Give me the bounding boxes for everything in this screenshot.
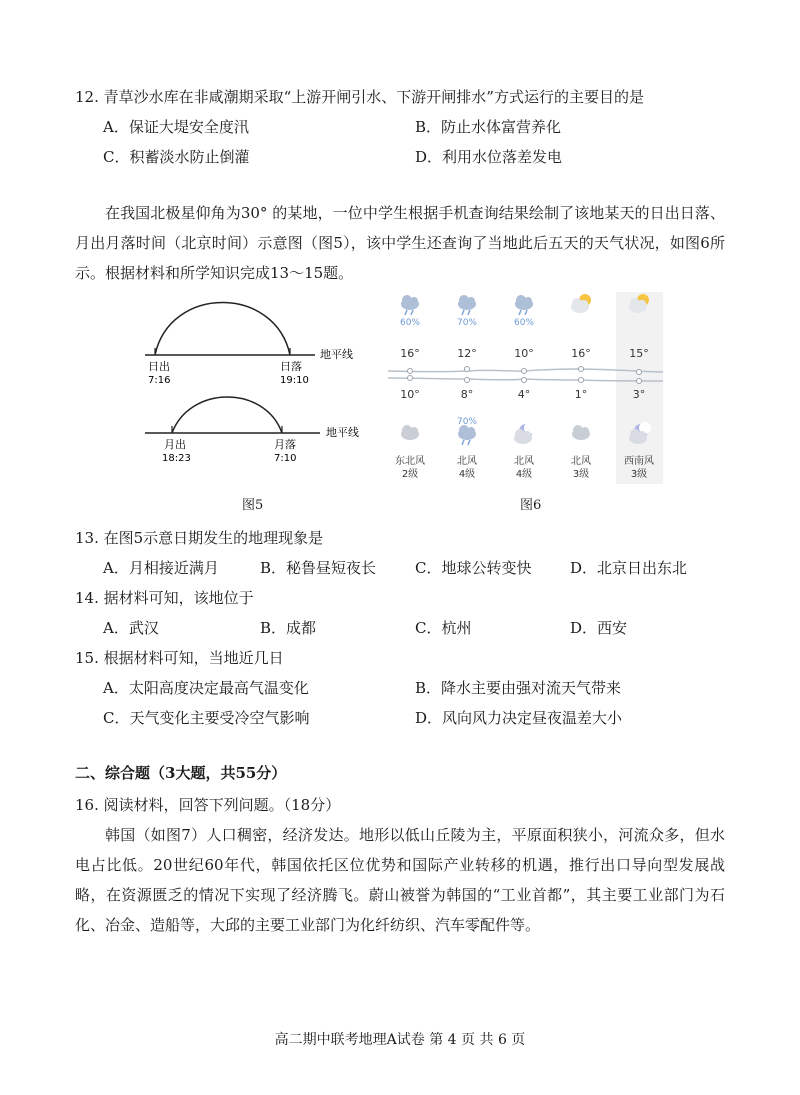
figure-5 bbox=[130, 290, 380, 470]
q12-option-c: C．积蓄淡水防止倒灌 bbox=[103, 148, 250, 166]
q13-option-d: D．北京日出东北 bbox=[570, 559, 688, 577]
high-temp: 15° bbox=[629, 347, 649, 360]
high-temp: 16° bbox=[571, 347, 591, 360]
moonset-label: 月落 bbox=[274, 438, 296, 451]
wind-level: 3级 bbox=[630, 469, 648, 480]
q14-option-c: C．杭州 bbox=[415, 619, 472, 637]
figure-6 bbox=[388, 292, 663, 484]
low-temp: 8° bbox=[460, 388, 474, 401]
low-temp: 10° bbox=[400, 388, 420, 401]
low-temp-point bbox=[465, 378, 470, 383]
low-temp-point bbox=[408, 376, 413, 381]
wind-level: 4级 bbox=[458, 469, 476, 480]
q14-option-b: B．成都 bbox=[260, 619, 317, 637]
q12-stem: 12. 青草沙水库在非咸潮期采取“上游开闸引水、下游开闸排水”方式运行的主要目的是 bbox=[75, 88, 644, 106]
sun-arc bbox=[155, 303, 290, 356]
sun-horizon-label: 地平线 bbox=[320, 348, 353, 361]
q13-option-c: C．地球公转变快 bbox=[415, 559, 532, 577]
wind-direction: 东北风 bbox=[395, 456, 425, 467]
q13-option-a: A．月相接近满月 bbox=[103, 559, 219, 577]
wind-direction: 西南风 bbox=[624, 456, 654, 467]
high-temp: 12° bbox=[457, 347, 477, 360]
day-weather-icon bbox=[458, 295, 476, 315]
low-temp: 4° bbox=[517, 388, 531, 401]
high-temp: 10° bbox=[514, 347, 534, 360]
high-temp-point bbox=[579, 367, 584, 372]
q13-stem: 13. 在图5示意日期发生的地理现象是 bbox=[75, 529, 324, 547]
night-weather-icon bbox=[572, 425, 590, 440]
figure-6-caption: 图6 bbox=[520, 498, 542, 513]
q13-option-b: B．秘鲁昼短夜长 bbox=[260, 559, 377, 577]
high-temp-point bbox=[465, 367, 470, 372]
q15-option-b: B．降水主要由强对流天气带来 bbox=[415, 679, 622, 697]
precip-probability: 70% bbox=[456, 318, 478, 328]
sunrise-label: 日出 bbox=[148, 360, 170, 373]
wind-direction: 北风 bbox=[571, 456, 591, 467]
q14-option-d: D．西安 bbox=[570, 619, 628, 637]
day-weather-icon bbox=[515, 295, 533, 315]
day-weather-icon bbox=[401, 295, 419, 315]
wind-direction: 北风 bbox=[514, 456, 534, 467]
low-temp-point bbox=[579, 378, 584, 383]
wind-level: 4级 bbox=[515, 469, 533, 480]
high-temp-point bbox=[637, 370, 642, 375]
q15-option-d: D．风向风力决定昼夜温差大小 bbox=[415, 709, 623, 727]
q12-option-a: A．保证大堤安全度汛 bbox=[103, 118, 249, 136]
q16-stem: 16. 阅读材料，回答下列问题。（18分） bbox=[75, 796, 341, 814]
q16-material: 韩国（如图7）人口稠密，经济发达。地形以低山丘陵为主，平原面积狭小，河流众多，但水电占比低。20世纪60年代，韩国依托区位优势和国际产业转移的机遇，推行出口导向型发展战略，在资源匮乏的情况下实现了经济腾飞。蔚山被誉为韩国的“工业首都”，其主要工业部门为石化、冶金、造船等，大邱的主要工业部门为化纤纺织、汽车零配件等。 bbox=[75, 826, 725, 934]
moonset-time: 7:10 bbox=[274, 453, 297, 464]
q14-option-a: A．武汉 bbox=[103, 619, 159, 637]
low-temp-point bbox=[637, 379, 642, 384]
q15-stem: 15. 根据材料可知，当地近几日 bbox=[75, 649, 284, 667]
low-temp: 3° bbox=[632, 388, 646, 401]
sunset-time: 19:10 bbox=[280, 375, 309, 386]
q12-option-b: B．防止水体富营养化 bbox=[415, 118, 562, 136]
page-footer: 高二期中联考地理A试卷 第 4 页 共 6 页 bbox=[274, 1032, 526, 1048]
low-temp-point bbox=[522, 378, 527, 383]
moon-arc bbox=[172, 397, 282, 433]
q14-stem: 14. 据材料可知，该地位于 bbox=[75, 589, 254, 607]
wind-level: 3级 bbox=[572, 469, 590, 480]
material-paragraph: 在我国北极星仰角为30° 的某地，一位中学生根据手机查询结果绘制了该地某天的日出日落、月出月落时间（北京时间）示意图（图5），该中学生还查询了当地此后五天的天气状况，如图6所示。根据材料和所学知识完成13～15题。 bbox=[75, 204, 725, 282]
moon-horizon-label: 地平线 bbox=[326, 426, 359, 439]
sunrise-time: 7:16 bbox=[148, 375, 171, 386]
moonrise-label: 月出 bbox=[164, 438, 186, 451]
low-temp: 1° bbox=[574, 388, 588, 401]
moonrise-time: 18:23 bbox=[162, 453, 191, 464]
night-precip-probability: 70% bbox=[456, 417, 478, 427]
precip-probability: 60% bbox=[513, 318, 535, 328]
night-weather-icon bbox=[514, 422, 536, 444]
high-temp-point bbox=[408, 369, 413, 374]
precip-probability: 60% bbox=[399, 318, 421, 328]
q15-option-c: C．天气变化主要受冷空气影响 bbox=[103, 709, 310, 727]
night-weather-icon bbox=[458, 425, 476, 445]
q15-option-a: A．太阳高度决定最高气温变化 bbox=[103, 679, 309, 697]
sunset-label: 日落 bbox=[280, 360, 302, 373]
wind-direction: 北风 bbox=[457, 456, 477, 467]
q12-option-d: D．利用水位落差发电 bbox=[415, 148, 563, 166]
figure-5-caption: 图5 bbox=[242, 498, 264, 513]
section-2-title: 二、综合题（3大题，共55分） bbox=[75, 764, 287, 782]
high-temp-point bbox=[522, 369, 527, 374]
day-weather-icon bbox=[571, 294, 591, 313]
high-temp: 16° bbox=[400, 347, 420, 360]
wind-level: 2级 bbox=[401, 469, 419, 480]
night-weather-icon bbox=[401, 425, 419, 440]
